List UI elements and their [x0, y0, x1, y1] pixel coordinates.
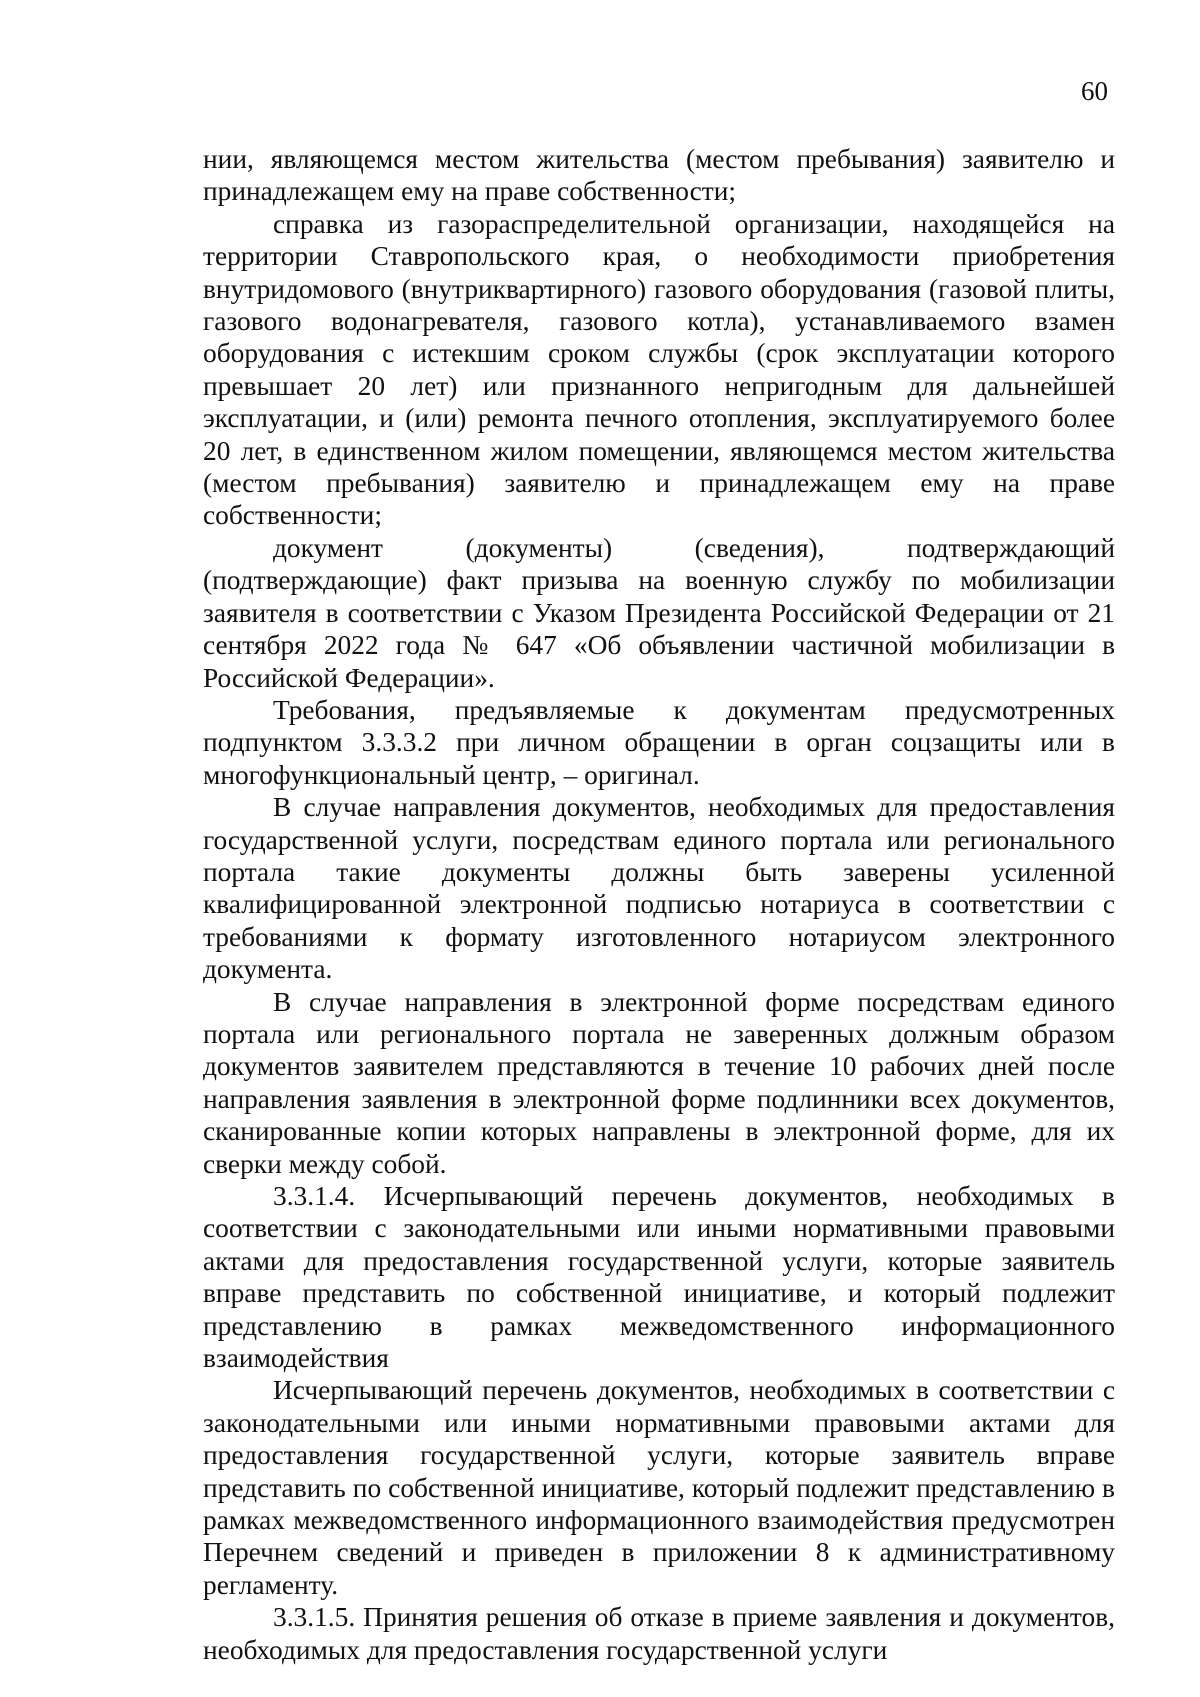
paragraph-document-requirements: Требования, предъявляемые к документам предусмотренных подпунктом 3.3.3.2 при личном обращении в орган соцзащиты или в многофункциональный центр, – оригинал. [203, 694, 1115, 790]
paragraph-originals-submission: В случае направления в электронной форме посредствам единого портала или регионального портала не заверенных должным образом документов заявителем представляются в течение 10 рабочих дней после направления заявления в электронной форме подлинники всех документов, сканированные копии которых направлены в электронной форме, для их сверки между собой. [203, 986, 1115, 1179]
paragraph-exhaustive-list: Исчерпывающий перечень документов, необходимых в соответствии с законодательными или иными нормативными правовыми актами для предоставления государственной услуги, которые заявитель вправе представить по собственной инициативе, который подлежит представлению в рамках межведомственного информационного взаимодействия предусмотрен Перечнем сведений и приведен в приложении 8 к административному регламенту. [203, 1375, 1115, 1600]
paragraph-mobilization-document: документ (документы) (сведения), подтверждающий (подтверждающие) факт призыва на военную службу по мобилизации заявителя в соответствии с Указом Президента Российской Федерации от 21 сентября 2022 года № 647 «Об объявлении частичной мобилизации в Российской Федерации». [203, 532, 1115, 693]
paragraph-section-3-3-1-4: 3.3.1.4. Исчерпывающий перечень документов, необходимых в соответствии с законодательными или иными нормативными правовыми актами для предоставления государственной услуги, которые заявитель вправе представить по собственной инициативе, и который подлежит представлению в рамках межведомственного информационного взаимодействия [203, 1181, 1115, 1374]
paragraph-electronic-signature: В случае направления документов, необходимых для предоставления государственной услуги, посредствам единого портала или регионального портала такие документы должны быть заверены усиленной квалифицированной электронной подписью нотариуса в соответствии с требованиями к формату изготовленного нотариусом электронного документа. [203, 792, 1115, 985]
document-body [203, 143, 1115, 1666]
paragraph-section-3-3-1-5: 3.3.1.5. Принятия решения об отказе в приеме заявления и документов, необходимых для предоставления государственной услуги [203, 1602, 1115, 1665]
page-number: 60 [1081, 76, 1108, 106]
paragraph-continuation: нии, являющемся местом жительства (местом пребывания) заявителю и принадлежащем ему на праве собственности; [203, 144, 1115, 207]
paragraph-gas-certificate: справка из газораспределительной организации, находящейся на территории Ставропольского края, о необходимости приобретения внутридомового (внутриквартирного) газового оборудования (газовой плиты, газового водонагревателя, газового котла), устанавливаемого взамен оборудования с истекшим сроком службы (срок эксплуатации которого превышает 20 лет) или признанного непригодным для дальнейшей эксплуатации, и (или) ремонта печного отопления, эксплуатируемого более 20 лет, в единственном жилом помещении, являющемся местом жительства (местом пребывания) заявителю и принадлежащем ему на праве собственности; [203, 208, 1115, 531]
